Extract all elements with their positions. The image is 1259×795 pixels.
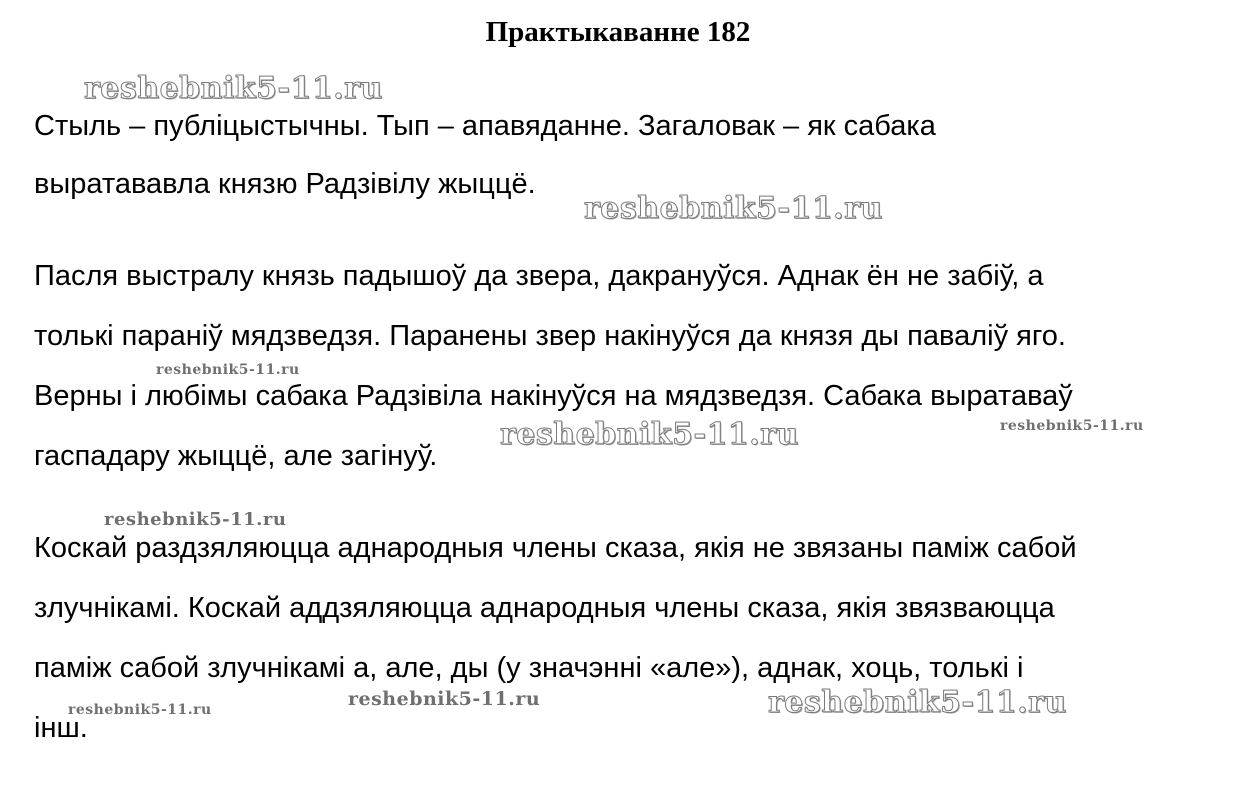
paragraph-3-line-1: Коскай раздзяляюцца аднародныя члены сказа, якія не звязаны паміж сабой — [34, 532, 1077, 564]
paragraph-2-line-3: Верны і любімы сабака Радзівіла накінуўся на мядзведзя. Сабака выратаваў — [34, 380, 1073, 412]
paragraph-1-line-1: Стыль – публіцыстычны. Тып – апавяданне. Загаловак – як сабака — [34, 110, 936, 142]
watermark: reshebnik5-11.ru — [1000, 418, 1144, 434]
watermark: reshebnik5-11.ru — [500, 417, 799, 452]
watermark: reshebnik5-11.ru — [768, 685, 1067, 720]
watermark: reshebnik5-11.ru — [68, 702, 212, 718]
watermark: reshebnik5-11.ru — [104, 509, 287, 530]
paragraph-1-line-2: выратававла князю Радзівілу жыццё. — [34, 168, 536, 200]
watermark: reshebnik5-11.ru — [156, 362, 300, 378]
watermark: reshebnik5-11.ru — [348, 688, 541, 710]
paragraph-3-line-2: злучнікамі. Коскай аддзяляюцца аднародныя члены сказа, якія звязваюцца — [34, 592, 1055, 624]
paragraph-3-line-3: паміж сабой злучнікамі а, але, ды (у значэнні «але»), аднак, хоць, толькі і — [34, 652, 1024, 684]
paragraph-2-line-1: Пасля выстралу князь падышоў да звера, дакрануўся. Аднак ён не забіў, а — [34, 260, 1044, 292]
paragraph-2-line-4: гаспадару жыццё, але загінуў. — [34, 440, 438, 472]
watermark: reshebnik5-11.ru — [584, 191, 883, 226]
paragraph-2-line-2: толькі параніў мядзведзя. Паранены звер накінуўся да князя ды паваліў яго. — [34, 320, 1066, 352]
paragraph-3-line-4: інш. — [34, 712, 88, 744]
watermark: reshebnik5-11.ru — [84, 71, 383, 106]
page-title: Практыкаванне 182 — [485, 16, 751, 48]
